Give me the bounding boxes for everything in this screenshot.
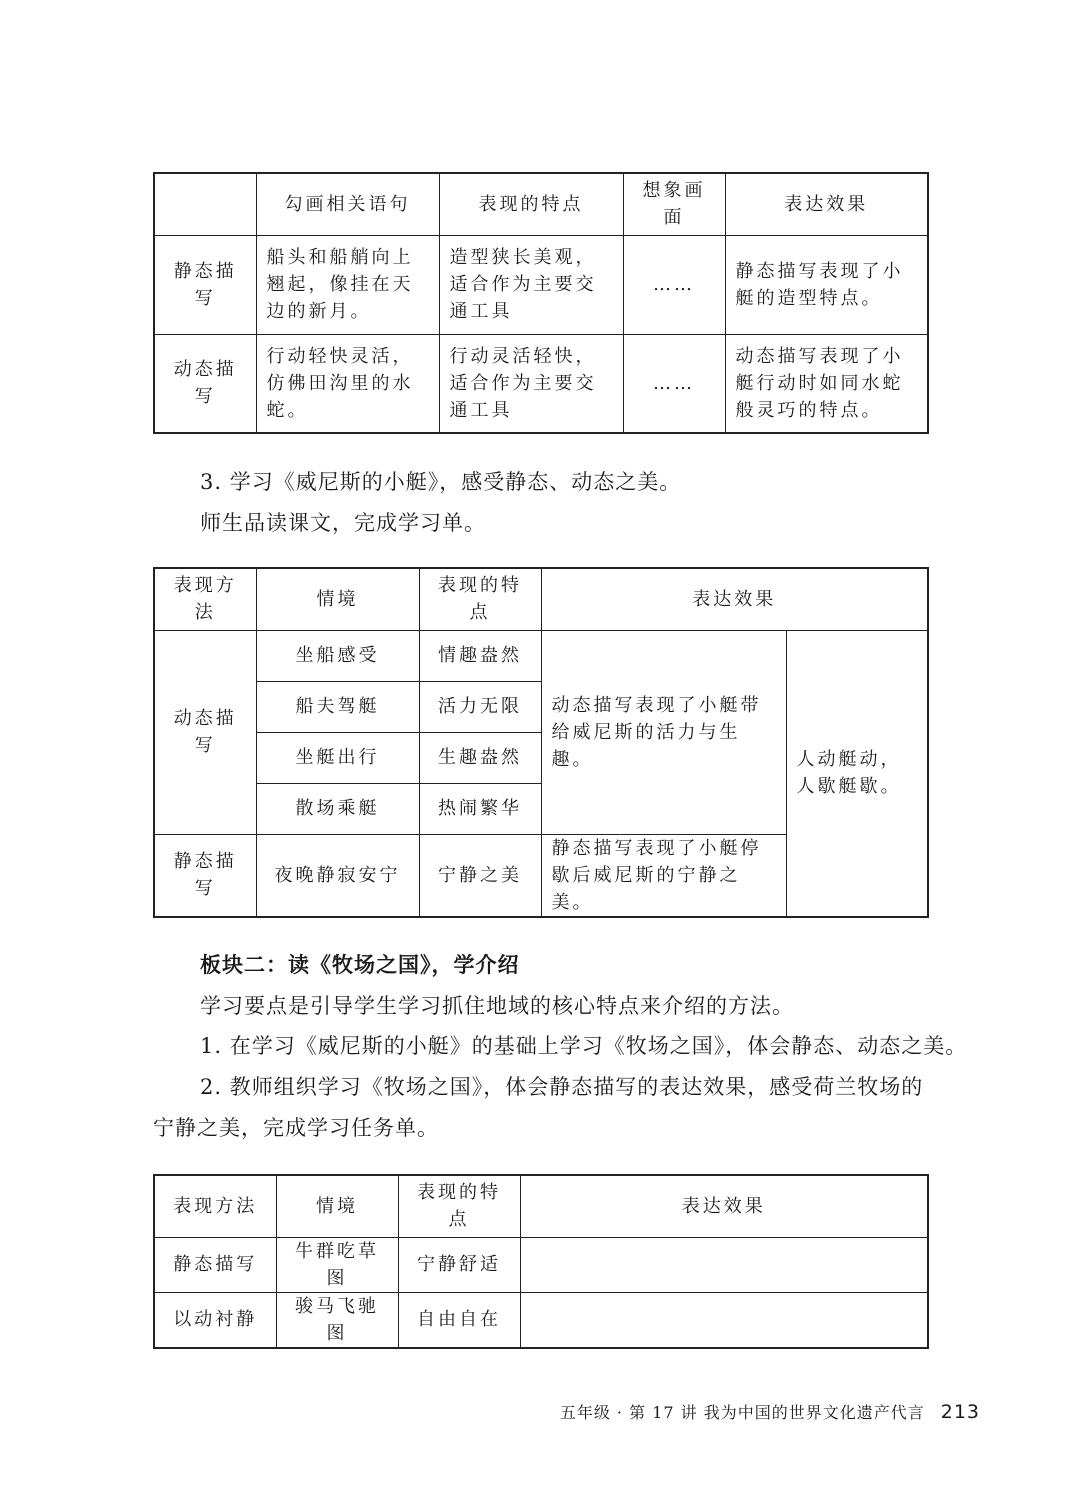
section-title: 板块二：读《牧场之国》，学介绍 bbox=[200, 952, 520, 977]
page-footer bbox=[560, 1400, 980, 1423]
table-pasture bbox=[153, 1174, 929, 1349]
table-header-cell: 情境 bbox=[276, 1175, 398, 1237]
row-label: 动态描写 bbox=[154, 334, 256, 433]
summary-cell: 人动艇动，人歇艇歇。 bbox=[786, 630, 928, 917]
feature-cell: 造型狭长美观，适合作为主要交通工具 bbox=[439, 235, 623, 334]
row-label: 静态描写 bbox=[154, 834, 256, 917]
paragraph: 宁静之美，完成学习任务单。 bbox=[153, 1116, 439, 1140]
table-header-cell bbox=[154, 173, 256, 235]
sentence-cell: 船头和船艄向上翘起，像挂在天边的新月。 bbox=[256, 235, 439, 334]
feature-cell: 活力无限 bbox=[419, 681, 541, 732]
feature-cell: 行动灵活轻快，适合作为主要交通工具 bbox=[439, 334, 623, 433]
paragraph: 1. 在学习《威尼斯的小艇》的基础上学习《牧场之国》，体会静态、动态之美。 bbox=[200, 1034, 968, 1058]
page-number: 213 bbox=[940, 1401, 980, 1423]
table-header-cell: 表现的特点 bbox=[419, 568, 541, 630]
table-row bbox=[154, 235, 928, 334]
table-row bbox=[154, 630, 928, 681]
effect-cell: 静态描写表现了小艇停歇后威尼斯的宁静之美。 bbox=[541, 834, 786, 917]
table-header-cell: 表现的特点 bbox=[398, 1175, 520, 1237]
effect-cell bbox=[520, 1292, 928, 1348]
table-header-cell: 勾画相关语句 bbox=[256, 173, 439, 235]
table-header-row bbox=[154, 173, 928, 235]
table-header-cell: 表现的特点 bbox=[439, 173, 623, 235]
table-header-cell: 表达效果 bbox=[725, 173, 928, 235]
image-cell: …… bbox=[623, 334, 725, 433]
scene-cell: 坐船感受 bbox=[256, 630, 419, 681]
paragraph: 3. 学习《威尼斯的小艇》，感受静态、动态之美。 bbox=[200, 470, 682, 494]
table-header-cell: 表现方法 bbox=[154, 1175, 276, 1237]
table-header-row bbox=[154, 1175, 928, 1237]
feature-cell: 自由自在 bbox=[398, 1292, 520, 1348]
sentence-cell: 行动轻快灵活，仿佛田沟里的水蛇。 bbox=[256, 334, 439, 433]
table-header-cell: 情境 bbox=[256, 568, 419, 630]
effect-cell: 静态描写表现了小艇的造型特点。 bbox=[725, 235, 928, 334]
paragraph: 学习要点是引导学生学习抓住地域的核心特点来介绍的方法。 bbox=[200, 994, 794, 1018]
feature-cell: 情趣盎然 bbox=[419, 630, 541, 681]
table-header-row bbox=[154, 568, 928, 630]
row-label: 静态描写 bbox=[154, 1237, 276, 1292]
scene-cell: 牛群吃草图 bbox=[276, 1237, 398, 1292]
feature-cell: 宁静之美 bbox=[419, 834, 541, 917]
table-row bbox=[154, 334, 928, 433]
paragraph: 师生品读课文，完成学习单。 bbox=[200, 511, 486, 535]
table-descriptions bbox=[153, 172, 929, 434]
scene-cell: 夜晚静寂安宁 bbox=[256, 834, 419, 917]
row-label: 静态描写 bbox=[154, 235, 256, 334]
feature-cell: 热闹繁华 bbox=[419, 783, 541, 834]
effect-cell: 动态描写表现了小艇带给威尼斯的活力与生趣。 bbox=[541, 630, 786, 834]
table-row bbox=[154, 1237, 928, 1292]
table-venice-boat bbox=[153, 567, 929, 918]
image-cell: …… bbox=[623, 235, 725, 334]
paragraph: 2. 教师组织学习《牧场之国》，体会静态描写的表达效果，感受荷兰牧场的 bbox=[200, 1075, 924, 1099]
table-header-cell: 表达效果 bbox=[541, 568, 928, 630]
scene-cell: 散场乘艇 bbox=[256, 783, 419, 834]
scene-cell: 骏马飞驰图 bbox=[276, 1292, 398, 1348]
table-header-cell: 想象画面 bbox=[623, 173, 725, 235]
row-label: 以动衬静 bbox=[154, 1292, 276, 1348]
row-label: 动态描写 bbox=[154, 630, 256, 834]
scene-cell: 船夫驾艇 bbox=[256, 681, 419, 732]
table-header-cell: 表现方法 bbox=[154, 568, 256, 630]
table-header-cell: 表达效果 bbox=[520, 1175, 928, 1237]
feature-cell: 生趣盎然 bbox=[419, 732, 541, 783]
effect-cell: 动态描写表现了小艇行动时如同水蛇般灵巧的特点。 bbox=[725, 334, 928, 433]
effect-cell bbox=[520, 1237, 928, 1292]
footer-text: 五年级 · 第 17 讲 我为中国的世界文化遗产代言 bbox=[559, 1403, 925, 1422]
scene-cell: 坐艇出行 bbox=[256, 732, 419, 783]
table-row bbox=[154, 1292, 928, 1348]
feature-cell: 宁静舒适 bbox=[398, 1237, 520, 1292]
